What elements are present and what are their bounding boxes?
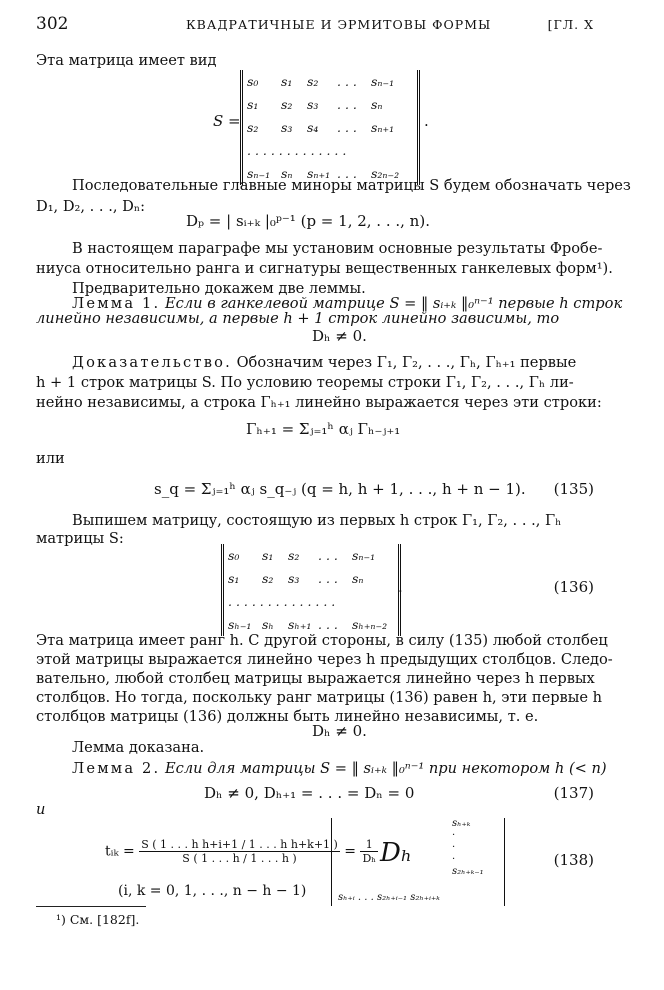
matrix-cell: s₃	[307, 97, 319, 112]
equation-sq: s_q = Σⱼ₌₁ʰ αⱼ s_q₋ⱼ (q = h, h + 1, . . ., h + n − 1).	[154, 480, 526, 498]
paragraph: В настоящем параграфе мы установим основные результаты Фробе-	[72, 240, 603, 257]
matrix-cell: s₁	[228, 571, 240, 586]
proof-text: Обозначим через Γ₁, Γ₂, . . ., Γₕ, Γₕ₊₁ первые	[236, 354, 577, 371]
matrix-136	[221, 544, 401, 636]
border-column-entry: ·	[452, 842, 456, 853]
matrix-cell: s₂	[247, 120, 259, 135]
matrix-lhs: S =	[213, 112, 241, 130]
period: .	[398, 578, 403, 596]
one-over-dh: $\frac{1}{\text{Dₕ}}$	[362, 838, 377, 865]
matrix-cell: sₙ₋₁	[371, 74, 395, 89]
matrix-cell: sₙ₊₁	[371, 120, 395, 135]
matrix-cell: s₀	[247, 74, 259, 89]
matrix-row	[247, 116, 413, 139]
matrix-cell: . . .	[318, 571, 338, 586]
matrix-row	[228, 567, 394, 590]
matrix-cell: sₙ	[371, 97, 383, 112]
page-number: 302	[36, 14, 69, 34]
paragraph: столбцов. Но тогда, поскольку ранг матрицы (136) равен h, эти первые h	[36, 689, 603, 706]
matrix-cell: sₕ₊ₙ₋₂	[352, 617, 388, 632]
paragraph: Выпишем матрицу, состоящую из первых h строк Γ₁, Γ₂, . . ., Γₕ	[72, 512, 562, 529]
border-column	[452, 818, 484, 878]
matrix-row	[247, 139, 413, 162]
matrix-cell: . . .	[337, 97, 357, 112]
matrix-row	[247, 93, 413, 116]
lemma-2-text: Если для матрицы S = ‖ sᵢ₊ₖ ‖₀ⁿ⁻¹ при некотором h (< n)	[165, 760, 607, 777]
matrix-cell: sₕ₋₁	[228, 617, 252, 632]
footnote: ¹) См. [182f].	[56, 912, 140, 927]
matrix-cell: sₙ₋₁	[247, 166, 271, 181]
lemma-2	[72, 760, 607, 777]
matrix-cell: sₙ₊₁	[307, 166, 331, 181]
tik-denominator: S ( 1 . . . h / 1 . . . h )	[182, 852, 297, 865]
footnote-rule	[36, 906, 146, 907]
matrix-cell: s₂	[307, 74, 319, 89]
matrix-cell: s₄	[307, 120, 319, 135]
matrix-s	[240, 70, 420, 185]
matrix-cell: s₃	[288, 571, 300, 586]
matrix-cell: . . .	[318, 617, 338, 632]
border-column-entry: sₕ₊ₖ	[452, 818, 471, 829]
equation-number: (138)	[553, 851, 594, 869]
page-header	[36, 14, 594, 36]
bordered-determinant	[331, 818, 505, 906]
paragraph: Эта матрица имеет вид	[36, 52, 217, 69]
matrix-cell: sₙ₋₁	[352, 548, 376, 563]
equation-dh: Dₕ ≠ 0.	[312, 722, 367, 740]
paragraph: и	[36, 801, 46, 818]
equation-dh: Dₕ ≠ 0.	[312, 327, 367, 345]
paragraph: или	[36, 450, 65, 467]
paragraph: Предварительно докажем две леммы.	[72, 280, 366, 297]
matrix-cell: . . .	[337, 120, 357, 135]
matrix-cell: . . .	[337, 166, 357, 181]
lemma-1-text: линейно независимы, а первые h + 1 строк линейно зависимы, то	[36, 310, 560, 327]
lemma-1-text: Если в ганкелевой матрице S = ‖ sᵢ₊ₖ ‖₀ⁿ⁻¹ первые h строк	[165, 295, 623, 312]
paragraph: этой матрицы выражается линейно через h предыдущих столбцов. Следо-	[36, 651, 613, 668]
big-dh: Dₕ	[380, 838, 413, 868]
matrix-cell: sₕ₊₁	[288, 617, 312, 632]
matrix-cell: s₂	[262, 571, 274, 586]
border-column-entry: ·	[452, 854, 456, 865]
matrix-cell: sₙ	[281, 166, 293, 181]
paragraph: Последовательные главные миноры матрицы S будем обозначать через	[72, 177, 631, 194]
matrix-cell: s₁	[262, 548, 274, 563]
equation-dp: Dₚ = | sᵢ₊ₖ |₀ᵖ⁻¹ (p = 1, 2, . . ., n).	[186, 212, 430, 230]
matrix-cell: s₁	[247, 97, 259, 112]
equation-number: (136)	[553, 578, 594, 596]
matrix-cell: sₙ	[352, 571, 364, 586]
paragraph: вательно, любой столбец матрицы выражается линейно через h первых	[36, 670, 595, 687]
tik-range: (i, k = 0, 1, . . ., n − h − 1)	[118, 883, 307, 899]
matrix-cell: s₂	[281, 97, 293, 112]
paragraph: Эта матрица имеет ранг h. С другой стороны, в силу (135) любой столбец	[36, 632, 608, 649]
tik-lhs: tᵢₖ =	[105, 843, 135, 860]
border-column-entry: s₂ₕ₊ₖ₋₁	[452, 866, 484, 877]
matrix-cell: . . . . . . . . . . . . . .	[228, 594, 336, 609]
paragraph: нейно независимы, а строка Γₕ₊₁ линейно выражается через эти строки:	[36, 394, 602, 411]
matrix-cell: s₀	[228, 548, 240, 563]
matrix-cell: s₂ₙ₋₂	[371, 166, 400, 181]
equation-137: Dₕ ≠ 0, Dₕ₊₁ = . . . = Dₙ = 0	[204, 784, 415, 802]
matrix-cell: sₕ	[262, 617, 274, 632]
matrix-cell: s₂	[288, 548, 300, 563]
period: .	[424, 112, 429, 130]
matrix-cell: s₃	[281, 120, 293, 135]
proof-label: Доказательство.	[72, 354, 232, 371]
tik-equals: =	[344, 843, 357, 860]
equation-number: (137)	[553, 784, 594, 802]
matrix-cell: . . .	[337, 74, 357, 89]
running-title: КВАДРАТИЧНЫЕ И ЭРМИТОВЫ ФОРМЫ	[186, 17, 492, 32]
paragraph: h + 1 строк матрицы S. По условию теоремы строки Γ₁, Γ₂, . . ., Γₕ ли-	[36, 374, 574, 391]
matrix-row	[228, 590, 394, 613]
paragraph: столбцов матрицы (136) должны быть линейно независимы, т. е.	[36, 708, 539, 725]
matrix-cell: s₁	[281, 74, 293, 89]
tik-fraction	[139, 838, 340, 865]
matrix-cell: . . .	[318, 548, 338, 563]
chapter-label: [ГЛ. X	[547, 17, 594, 32]
matrix-cell: . . . . . . . . . . . . .	[247, 143, 347, 158]
tik-numerator: S ( 1 . . . h h+i+1 / 1 . . . h h+k+1 )	[141, 838, 338, 851]
lemma-2-label: Лемма 2.	[72, 760, 161, 777]
paragraph: матрицы S:	[36, 530, 124, 547]
equation-gamma: Γₕ₊₁ = Σⱼ₌₁ʰ αⱼ Γₕ₋ⱼ₊₁	[246, 420, 401, 438]
matrix-row	[247, 70, 413, 93]
paragraph: ниуса относительно ранга и сигнатуры вещественных ганкелевых форм¹).	[36, 260, 613, 277]
proof	[72, 354, 576, 371]
paragraph: D₁, D₂, . . ., Dₙ:	[36, 198, 146, 215]
matrix-row	[228, 544, 394, 567]
paragraph: Лемма доказана.	[72, 739, 205, 756]
border-row: sₕ₊ᵢ . . . s₂ₕ₊ᵢ₋₁ s₂ₕ₊ᵢ₊ₖ	[338, 892, 440, 903]
border-column-entry: ·	[452, 830, 456, 841]
equation-number: (135)	[553, 480, 594, 498]
lemma-1-label: Лемма 1.	[72, 295, 161, 312]
